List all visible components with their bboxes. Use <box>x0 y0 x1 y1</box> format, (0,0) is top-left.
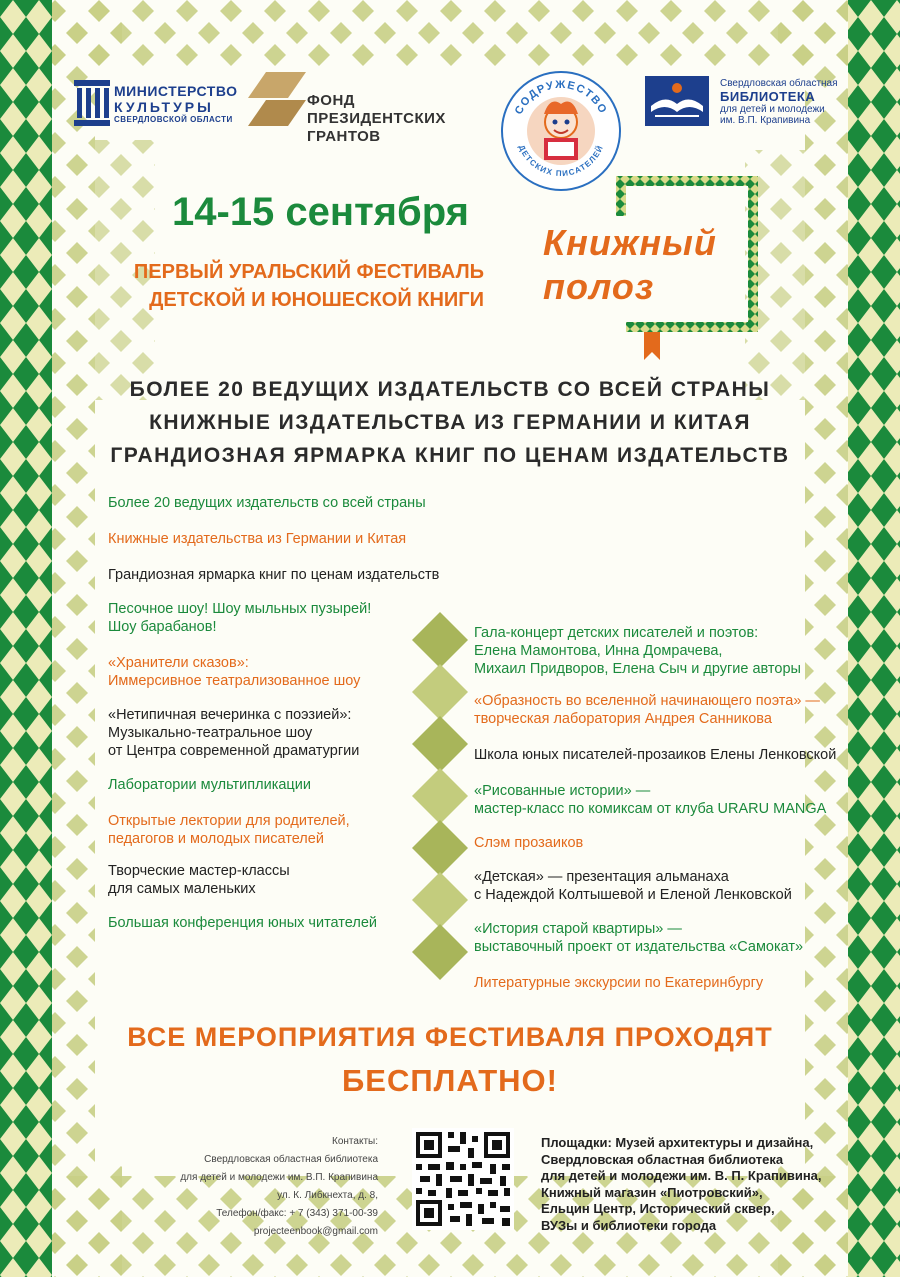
program-item-line: педагогов и молодых писателей <box>108 831 324 847</box>
program-item <box>108 812 350 848</box>
venues-line: Свердловская областная библиотека <box>541 1151 784 1167</box>
program-item-line: для самых маленьких <box>108 881 256 897</box>
program-item <box>108 654 360 690</box>
program-item-line: Иммерсивное театрализованное шоу <box>108 673 361 689</box>
program-item <box>108 914 377 932</box>
program-item <box>474 868 792 904</box>
contacts-line: для детей и молодежи им. В.П. Крапивина <box>180 1172 378 1183</box>
program-item-line: «Детская» — презентация альманаха <box>474 869 729 885</box>
contacts-line: Свердловская областная библиотека <box>204 1154 378 1165</box>
program-item <box>108 566 439 584</box>
contacts-address: ул. К. Либкнехта, д. 8, <box>277 1190 378 1201</box>
program-item-line: от Центра современной драматургии <box>108 743 360 759</box>
program-item-line: Гала-концерт детских писателей и поэтов: <box>474 625 759 641</box>
program-item-line: с Надеждой Колтышевой и Еленой Ленковской <box>474 887 792 903</box>
library-line3: для детей и молодежи <box>720 104 825 115</box>
venues-line: Ельцин Центр, Исторический сквер, <box>541 1201 775 1216</box>
brand-line2: полоз <box>543 266 655 307</box>
library-line4: им. В.П. Крапивина <box>720 115 811 126</box>
venues-line: Площадки: Музей архитектуры и дизайна, <box>541 1135 814 1150</box>
program-item-line: Школа юных писателей-прозаиков Елены Ленковской <box>474 747 837 763</box>
program-item-line: Елена Мамонтова, Инна Домрачева, <box>474 643 723 659</box>
svg-text:СОДРУЖЕСТВО <box>513 79 609 116</box>
program-item-line: «Образность во вселенной начинающего поэта» — <box>474 693 820 709</box>
program-item-line: Более 20 ведущих издательств со всей страны <box>108 495 426 511</box>
program-item <box>474 692 820 728</box>
program-item-line: Михаил Придворов, Елена Сыч и другие авторы <box>474 661 801 677</box>
program-item <box>474 624 801 678</box>
headline-2: КНИЖНЫЕ ИЗДАТЕЛЬСТВА ИЗ ГЕРМАНИИ И КИТАЯ <box>149 411 751 434</box>
venues-line: Книжный магазин «Пиотровский», <box>541 1184 763 1200</box>
library-line1: Свердловская областная <box>720 78 838 89</box>
contacts-heading: Контакты: <box>332 1136 378 1147</box>
headline-1: БОЛЕЕ 20 ВЕДУЩИХ ИЗДАТЕЛЬСТВ СО ВСЕЙ СТРАНЫ <box>129 378 771 401</box>
program-item <box>108 776 311 794</box>
festival-date: 14-15 сентября <box>172 190 469 234</box>
program-item-line: «Нетипичная вечеринка с поэзией»: <box>108 707 352 723</box>
program-item <box>474 782 826 818</box>
venues-block <box>541 1135 822 1234</box>
program-item-line: Творческие мастер-классы <box>108 863 290 879</box>
program-item-line: Книжные издательства из Германии и Китая <box>108 531 407 547</box>
program-item-line: мастер-класс по комиксам от клуба URARU MANGA <box>474 801 827 817</box>
program-item <box>474 920 803 956</box>
program-item-line: Слэм прозаиков <box>474 835 584 851</box>
contacts-block <box>170 1133 378 1241</box>
ministry-columns-icon <box>74 80 110 126</box>
fund-line3: ГРАНТОВ <box>307 128 381 145</box>
program-item-line: Большая конференция юных читателей <box>108 915 377 931</box>
fund-line1: ФОНД <box>307 92 355 109</box>
fund-logo-icon <box>248 72 306 126</box>
program-item <box>108 494 426 512</box>
qr-code-icon[interactable] <box>412 1128 514 1230</box>
festival-title-line1: ПЕРВЫЙ УРАЛЬСКИЙ ФЕСТИВАЛЬ <box>133 261 484 283</box>
program-item-line: творческая лаборатория Андрея Санникова <box>474 711 772 727</box>
diamond-column <box>410 612 470 982</box>
program-item <box>474 834 583 852</box>
program-item <box>108 706 359 760</box>
svg-text:ДЕТСКИХ ПИСАТЕЛЕЙ <box>517 144 605 179</box>
ministry-line1: МИНИСТЕРСТВО <box>114 83 238 99</box>
free-banner-line1: ВСЕ МЕРОПРИЯТИЯ ФЕСТИВАЛЯ ПРОХОДЯТ <box>127 1022 773 1052</box>
program-item-line: Песочное шоу! Шоу мыльных пузырей! <box>108 601 372 617</box>
program-item <box>474 746 836 764</box>
ministry-line3: СВЕРДЛОВСКОЙ ОБЛАСТИ <box>114 115 233 124</box>
community-bottom-text: ДЕТСКИХ ПИСАТЕЛЕЙ <box>516 143 606 179</box>
venues-line: ВУЗы и библиотеки города <box>541 1217 717 1233</box>
brand-line1: Книжный <box>543 222 717 263</box>
program-item <box>108 530 406 548</box>
program-item-line: «Хранители сказов»: <box>108 655 249 671</box>
program-item <box>108 600 371 636</box>
program-item-line: «Рисованные истории» — <box>474 783 651 799</box>
program-item-line: выставочный проект от издательства «Самокат» <box>474 939 804 955</box>
contacts-phone: Телефон/факс: + 7 (343) 371-00-39 <box>216 1208 378 1219</box>
library-book-icon <box>645 76 709 126</box>
program-item-line: Открытые лектории для родителей, <box>108 813 350 829</box>
library-line2: БИБЛИОТЕКА <box>720 89 816 104</box>
program-item-line: Шоу барабанов! <box>108 619 217 635</box>
program-item-line: Литературные экскурсии по Екатеринбургу <box>474 975 764 991</box>
contacts-email[interactable]: projecteenbook@gmail.com <box>253 1226 378 1237</box>
program-item-line: Музыкально-театральное шоу <box>108 725 313 741</box>
headline-3: ГРАНДИОЗНАЯ ЯРМАРКА КНИГ ПО ЦЕНАМ ИЗДАТЕЛЬСТВ <box>110 444 790 467</box>
venues-line: для детей и молодежи им. В. П. Крапивина, <box>541 1168 822 1183</box>
program-item <box>108 862 290 898</box>
festival-title-line2: ДЕТСКОЙ И ЮНОШЕСКОЙ КНИГИ <box>149 289 484 311</box>
community-top-text: СОДРУЖЕСТВО <box>512 79 610 117</box>
free-banner-line2: БЕСПЛАТНО! <box>342 1063 558 1098</box>
program-item <box>474 974 763 992</box>
ministry-line2: КУЛЬТУРЫ <box>114 99 214 115</box>
fund-line2: ПРЕЗИДЕНТСКИХ <box>307 110 446 127</box>
program-item-line: Лаборатории мультипликации <box>108 777 311 793</box>
program-item-line: Грандиозная ярмарка книг по ценам издательств <box>108 567 440 583</box>
program-item-line: «История старой квартиры» — <box>474 921 682 937</box>
